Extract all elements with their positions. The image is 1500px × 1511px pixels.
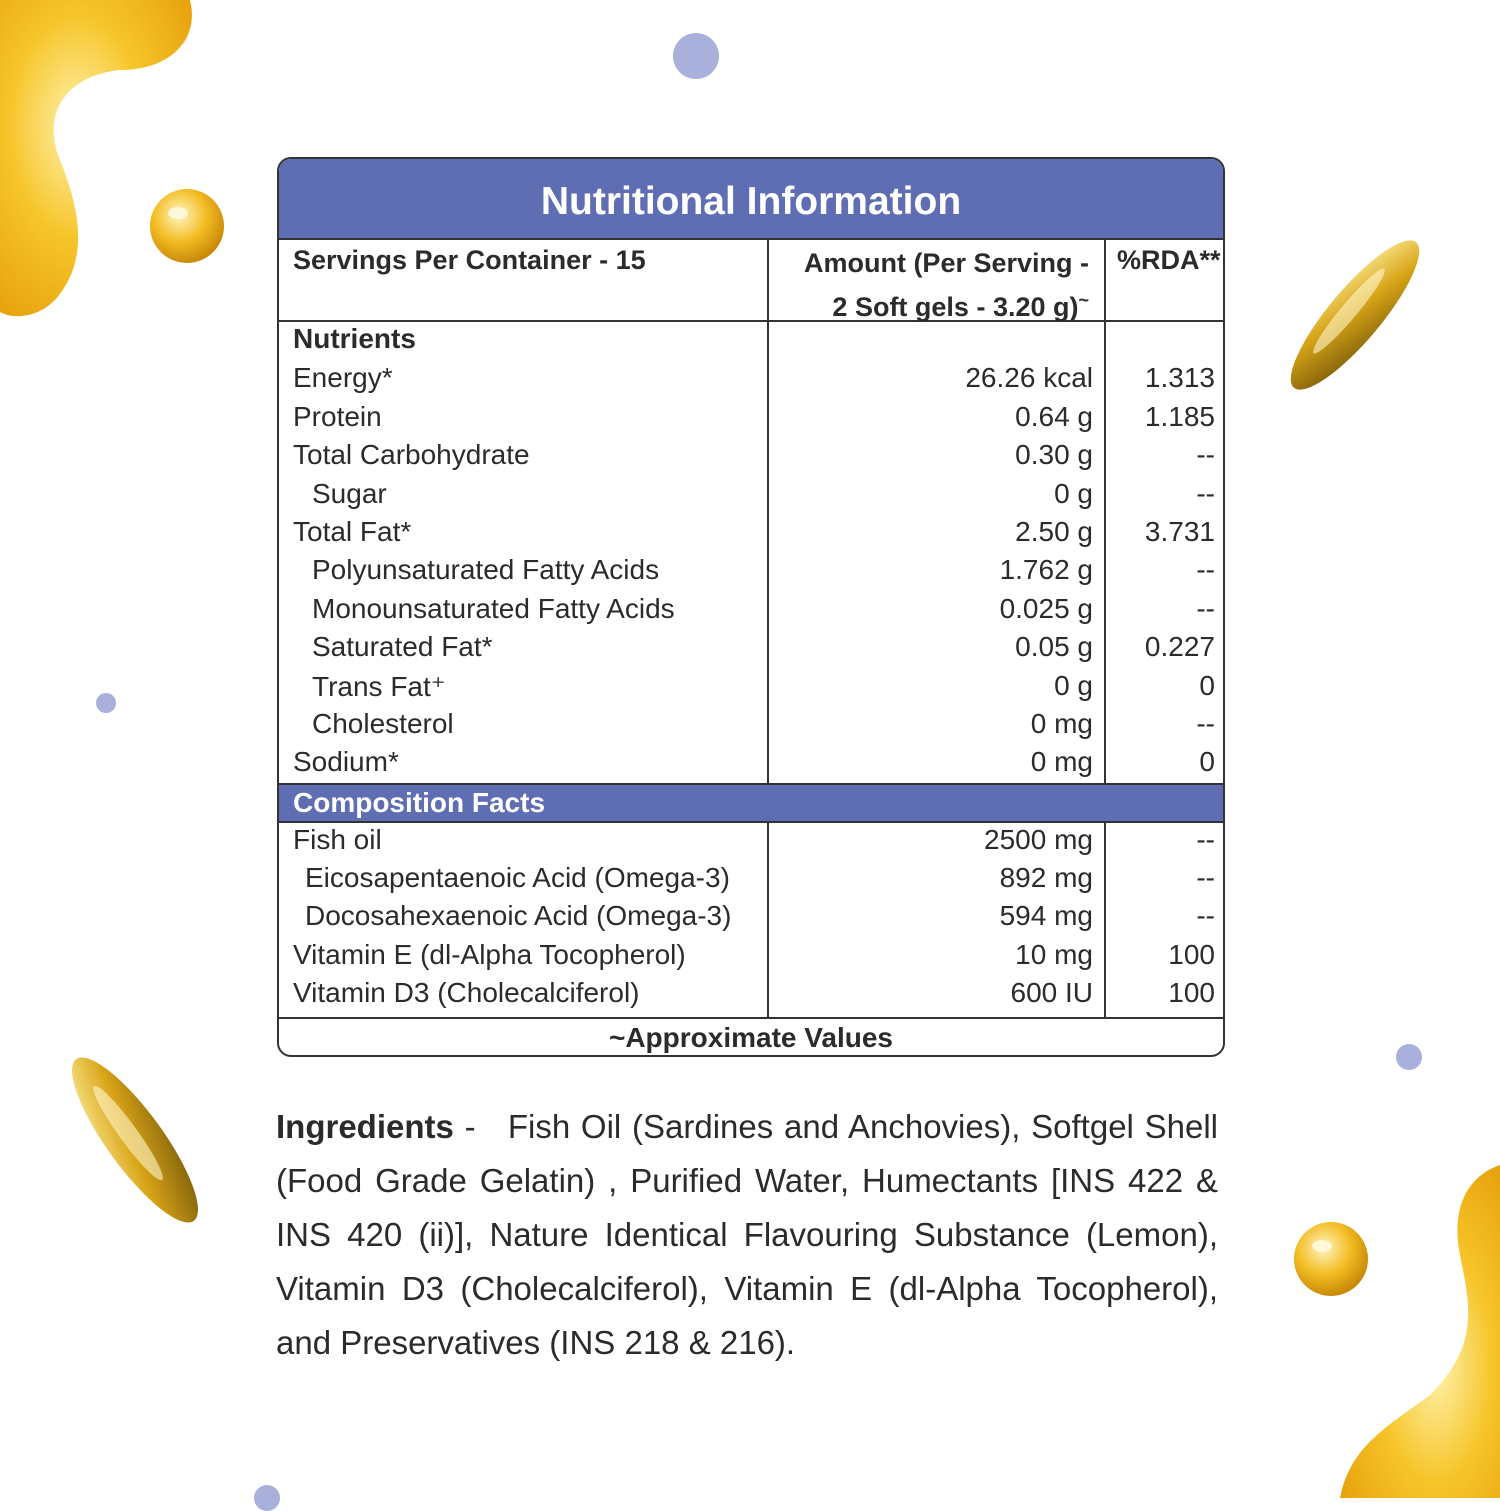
nutrient-rda: -- bbox=[1196, 439, 1215, 470]
nutrient-name: Sodium* bbox=[293, 746, 399, 777]
softgel-capsule-icon bbox=[1275, 225, 1435, 405]
table-row bbox=[279, 399, 1223, 437]
composition-name: Docosahexaenoic Acid (Omega-3) bbox=[305, 900, 732, 931]
amount-header-line2 bbox=[804, 282, 1089, 326]
nutrient-amount: 0.025 g bbox=[999, 593, 1093, 624]
oil-splash-icon bbox=[1320, 1165, 1500, 1498]
composition-heading: Composition Facts bbox=[279, 783, 1223, 823]
decorative-dot bbox=[673, 33, 719, 79]
nutrient-rda: 3.731 bbox=[1144, 516, 1215, 547]
table-row bbox=[279, 591, 1223, 629]
nutrient-amount: 0 g bbox=[1054, 670, 1093, 701]
table-row bbox=[279, 668, 1223, 706]
nutrient-rda: 0 bbox=[1199, 746, 1215, 777]
decorative-dot bbox=[254, 1485, 280, 1511]
nutrient-rda: 0 bbox=[1199, 670, 1215, 701]
nutrient-amount: 0.05 g bbox=[1015, 631, 1093, 662]
composition-rda: 100 bbox=[1168, 977, 1215, 1008]
table-row bbox=[279, 514, 1223, 552]
servings-label: Servings Per Container - 15 bbox=[293, 245, 646, 275]
table-row bbox=[279, 476, 1223, 514]
composition-rda: -- bbox=[1196, 824, 1215, 855]
composition-amount: 594 mg bbox=[999, 900, 1093, 931]
nutrient-amount: 26.26 kcal bbox=[965, 362, 1093, 393]
ingredients-text: Fish Oil (Sardines and Anchovies), Softgel Shell (Food Grade Gelatin) , Purified Water, Humectants [INS 422 & INS 420 (ii)], Nature Identical Flavouring Substance (Lemon), Vitamin D3 (Cholecalciferol), Vitamin E (dl-Alpha Tocopherol), and Preservatives (INS 218 & 216). bbox=[276, 1108, 1218, 1361]
nutrient-name: Saturated Fat* bbox=[312, 631, 493, 662]
oil-splash-icon bbox=[0, 0, 200, 330]
table-row bbox=[279, 898, 1223, 936]
nutrient-rda: -- bbox=[1196, 478, 1215, 509]
composition-rda: -- bbox=[1196, 862, 1215, 893]
table-row bbox=[279, 437, 1223, 475]
nutrient-name: Total Carbohydrate bbox=[293, 439, 530, 470]
nutrient-amount: 0.30 g bbox=[1015, 439, 1093, 470]
table-row bbox=[279, 629, 1223, 667]
composition-name: Vitamin D3 (Cholecalciferol) bbox=[293, 977, 640, 1008]
nutrient-amount: 0 mg bbox=[1030, 708, 1093, 739]
amount-header-line1: Amount (Per Serving - bbox=[803, 248, 1089, 278]
nutrient-name: Sugar bbox=[312, 478, 387, 509]
composition-rda: -- bbox=[1196, 900, 1215, 931]
nutrient-name: Protein bbox=[293, 401, 382, 432]
composition-amount: 10 mg bbox=[1015, 939, 1093, 970]
amount-header bbox=[804, 245, 1089, 326]
ingredients-paragraph bbox=[276, 1100, 1218, 1370]
table-row bbox=[279, 975, 1223, 1013]
table-row bbox=[279, 937, 1223, 975]
table-row bbox=[279, 360, 1223, 398]
table-row bbox=[279, 860, 1223, 898]
table-row bbox=[279, 822, 1223, 860]
nutrient-amount: 1.762 g bbox=[999, 554, 1093, 585]
nutrient-amount: 0 g bbox=[1054, 478, 1093, 509]
nutrients-heading: Nutrients bbox=[293, 323, 416, 354]
nutrient-name: Monounsaturated Fatty Acids bbox=[312, 593, 675, 624]
composition-amount: 892 mg bbox=[999, 862, 1093, 893]
table-row bbox=[279, 552, 1223, 590]
approx-mark: ~ bbox=[1078, 290, 1089, 310]
ingredients-label: Ingredients bbox=[276, 1108, 454, 1145]
composition-name: Fish oil bbox=[293, 824, 382, 855]
nutrient-rda: -- bbox=[1196, 554, 1215, 585]
decorative-dot bbox=[96, 693, 116, 713]
nutrient-name: Total Fat* bbox=[293, 516, 412, 547]
composition-amount: 2500 mg bbox=[984, 824, 1093, 855]
amount-header-line2-text: 2 Soft gels - 3.20 g) bbox=[832, 292, 1079, 322]
nutrition-panel bbox=[277, 157, 1225, 1057]
footnote: ~Approximate Values bbox=[608, 1022, 893, 1053]
nutrient-amount: 0 mg bbox=[1030, 746, 1093, 777]
composition-amount: 600 IU bbox=[1010, 977, 1093, 1008]
nutrient-name: Cholesterol bbox=[312, 708, 454, 739]
nutrient-rda: 1.185 bbox=[1144, 401, 1215, 432]
nutrient-name: Trans Fat⁺ bbox=[312, 671, 446, 702]
composition-rda: 100 bbox=[1168, 939, 1215, 970]
nutrient-rda: 1.313 bbox=[1144, 362, 1215, 393]
nutrient-rda: -- bbox=[1196, 708, 1215, 739]
nutrient-amount: 2.50 g bbox=[1015, 516, 1093, 547]
panel-title: Nutritional Information bbox=[279, 159, 1223, 240]
nutrients-heading-row bbox=[279, 321, 1223, 359]
nutrient-rda: 0.227 bbox=[1144, 631, 1215, 662]
ingredients-separator: - bbox=[453, 1108, 508, 1145]
decorative-dot bbox=[1396, 1044, 1422, 1070]
softgel-capsule-icon bbox=[50, 1045, 220, 1235]
nutrient-amount: 0.64 g bbox=[1015, 401, 1093, 432]
oil-droplet-icon bbox=[148, 187, 228, 267]
composition-name: Vitamin E (dl-Alpha Tocopherol) bbox=[293, 939, 686, 970]
rda-header: %RDA** bbox=[1117, 245, 1221, 275]
nutrient-name: Polyunsaturated Fatty Acids bbox=[312, 554, 660, 585]
nutrient-name: Energy* bbox=[293, 362, 393, 393]
composition-name: Eicosapentaenoic Acid (Omega-3) bbox=[305, 862, 730, 893]
table-row bbox=[279, 706, 1223, 744]
nutrient-rda: -- bbox=[1196, 593, 1215, 624]
table-row bbox=[279, 744, 1223, 782]
